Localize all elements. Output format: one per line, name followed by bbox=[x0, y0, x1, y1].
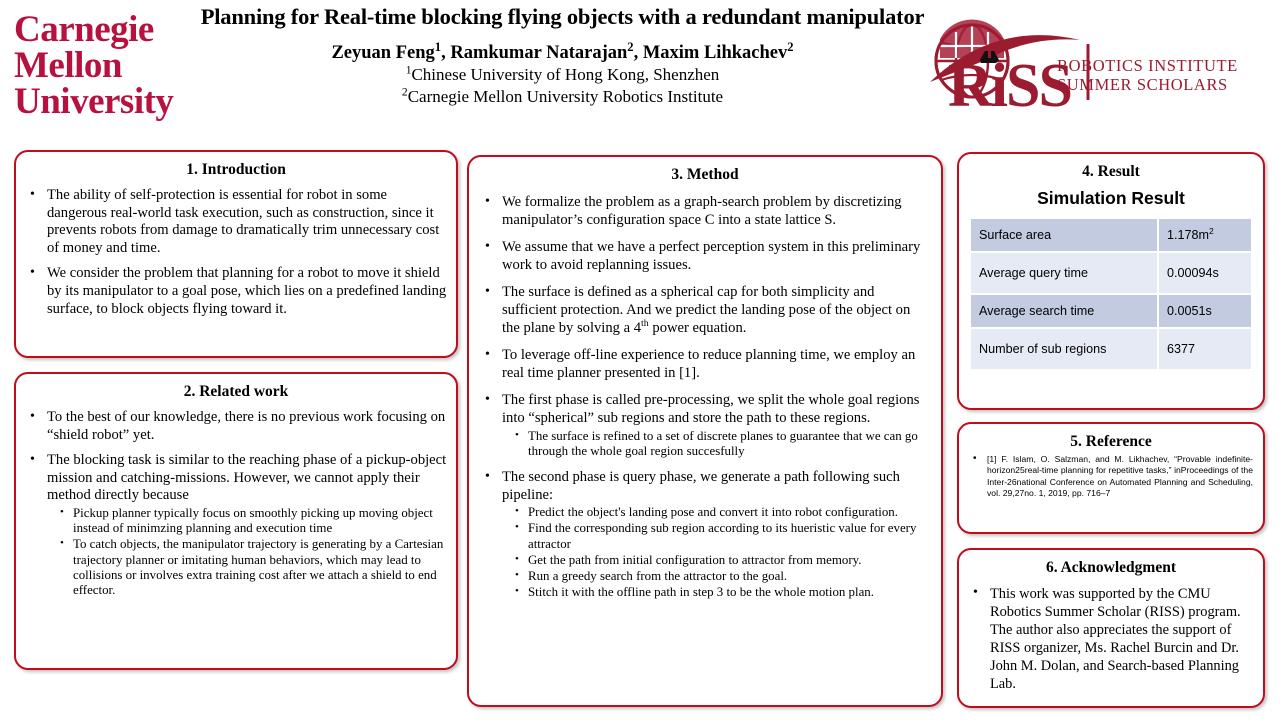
riss-wordmark-text bbox=[1057, 56, 1238, 94]
list-item: • Predict the object's landing pose and convert it into robot configuration. bbox=[520, 505, 927, 520]
poster-title: Planning for Real-time blocking flying objects with a redundant manipulator bbox=[200, 4, 925, 29]
list-item: • To the best of our knowledge, there is no previous work focusing on “shield robot” yet. bbox=[38, 409, 447, 444]
affiliation-1: $^1$Chinese University of Hong Kong, Shenzhen bbox=[405, 63, 720, 84]
cmu-logo-line-2: Mellon bbox=[14, 45, 122, 86]
panel-introduction bbox=[14, 150, 458, 358]
affiliation-2: $^2$Carnegie Mellon University Robotics Institute bbox=[401, 85, 724, 106]
list-item: • We assume that we have a perfect perception system in this preliminary work to avoid replanning issues. bbox=[493, 239, 927, 274]
list-item: • We consider the problem that planning for a robot to move it shield by its manipulator to a goal pose, which lies on a predefined landing surface, to block objects flying toward it. bbox=[38, 265, 447, 318]
list-item-text: The blocking task is similar to the reaching phase of a pickup-object mission and catching-missions. However, we cannot apply their method directly because bbox=[47, 452, 447, 504]
section-title-acknowledgment: 6. Acknowledgment bbox=[1045, 559, 1177, 576]
riss-acronym: RiSS bbox=[948, 52, 1071, 120]
table-row bbox=[971, 253, 1251, 293]
section-title-method: 3. Method bbox=[671, 166, 739, 183]
list-item: • The ability of self-protection is essential for robot in some dangerous real-world task execution, such as construction, since it prevents robots from damage to dramatically trim unnecessary cost of money and time. bbox=[38, 187, 447, 257]
panel-related-work bbox=[14, 372, 458, 670]
riss-logo bbox=[900, 14, 1270, 124]
section-title-related-work: 2. Related work bbox=[183, 383, 289, 400]
table-cell-key: Surface area bbox=[971, 219, 1157, 251]
list-item: • We formalize the problem as a graph-search problem by discretizing manipulator’s configuration space C into a state lattice S. bbox=[493, 194, 927, 229]
method-sub-list-2 bbox=[502, 505, 927, 600]
list-item-text: The second phase is query phase, we generate a path following such pipeline: bbox=[502, 468, 900, 503]
introduction-bullet-list bbox=[16, 187, 456, 318]
author-list: Zeyuan Feng$^1$, Ramkumar Natarajan$^2$, Maxim Lihkachev$^2$ bbox=[331, 39, 794, 63]
list-item-text: The first phase is called pre-processing, we split the whole goal regions into “spherical” sub regions and store the path to these regions. bbox=[502, 392, 920, 426]
table-row bbox=[971, 329, 1251, 369]
list-item: • The surface is refined to a set of discrete planes to guarantee that we can go through the whole goal region succesfully bbox=[520, 429, 927, 459]
list-item: • The surface is defined as a spherical cap for both simplicity and sufficient protection. And we predict the landing pose of the object on the plane by solving a 4th power equation. bbox=[493, 284, 927, 337]
riss-text-line-1: ROBOTICS INSTITUTE bbox=[1057, 56, 1238, 75]
list-item bbox=[38, 452, 447, 598]
table-cell-value: $1.178m^2$ bbox=[1159, 219, 1251, 251]
section-title-result: 4. Result bbox=[1082, 163, 1140, 180]
table-cell-value: 6377 bbox=[1159, 329, 1251, 369]
list-item: • Run a greedy search from the attractor to the goal. bbox=[520, 569, 927, 584]
reference-list bbox=[959, 454, 1263, 500]
cmu-logo-line-1: Carnegie bbox=[14, 9, 154, 50]
poster-header bbox=[0, 0, 1280, 140]
panel-method bbox=[467, 155, 943, 707]
related-work-sub-list bbox=[47, 506, 447, 598]
simulation-result-heading: Simulation Result bbox=[1037, 188, 1185, 208]
table-row bbox=[971, 295, 1251, 327]
list-item: • Get the path from initial configuration to attractor from memory. bbox=[520, 553, 927, 568]
list-item: • This work was supported by the CMU Robotics Summer Scholar (RISS) program. The author also appreciates the support of RISS organizer, Ms. Rachel Burcin and Dr. John M. Dolan, and Search-based Planning Lab. bbox=[981, 585, 1254, 693]
table-cell-key: Average search time bbox=[971, 295, 1157, 327]
simulation-result-table bbox=[969, 217, 1253, 371]
related-work-bullet-list bbox=[16, 409, 456, 598]
panel-result bbox=[957, 152, 1265, 410]
method-bullet-list bbox=[469, 194, 941, 600]
panel-acknowledgment bbox=[957, 548, 1265, 708]
table-cell-key: Average query time bbox=[971, 253, 1157, 293]
section-title-reference: 5. Reference bbox=[1070, 433, 1152, 450]
table-cell-value: 0.0051s bbox=[1159, 295, 1251, 327]
table-cell-value: 0.00094s bbox=[1159, 253, 1251, 293]
list-item: • Find the corresponding sub region according to its hueristic value for every attractor bbox=[520, 521, 927, 551]
riss-text-line-2: SUMMER SCHOLARS bbox=[1057, 75, 1228, 94]
list-item bbox=[493, 469, 927, 600]
list-item: • To leverage off-line experience to reduce planning time, we employ an real time planner presented in [1]. bbox=[493, 347, 927, 382]
table-row bbox=[971, 219, 1251, 251]
section-title-introduction: 1. Introduction bbox=[186, 161, 286, 178]
list-item bbox=[493, 392, 927, 459]
list-item: • [1] F. Islam, O. Salzman, and M. Likhachev, “Provable indefinite-horizon25real-time planning for repetitive tasks,” inProceedings of the Inter-26national Conference on Automated Planning and Scheduling, vol. 29,27no. 1, 2019, pp. 716–7 bbox=[979, 454, 1253, 500]
list-item: • Stitch it with the offline path in step 3 to be the whole motion plan. bbox=[520, 585, 927, 600]
table-cell-key: Number of sub regions bbox=[971, 329, 1157, 369]
list-item: • Pickup planner typically focus on smoothly picking up moving object instead of minimzing planning and execution time bbox=[65, 506, 447, 536]
list-item: • To catch objects, the manipulator trajectory is generating by a Cartesian trajectory planner or imitating human behaviors, which may lead to collisions or involves extra training cost after we attach a shield to end effector. bbox=[65, 537, 447, 598]
title-block bbox=[175, 4, 950, 108]
cmu-logo-line-3: University bbox=[14, 81, 174, 122]
panel-reference bbox=[957, 422, 1265, 534]
result-table-body bbox=[971, 219, 1251, 369]
acknowledgment-bullet-list bbox=[959, 585, 1263, 693]
method-sub-list-1 bbox=[502, 429, 927, 459]
